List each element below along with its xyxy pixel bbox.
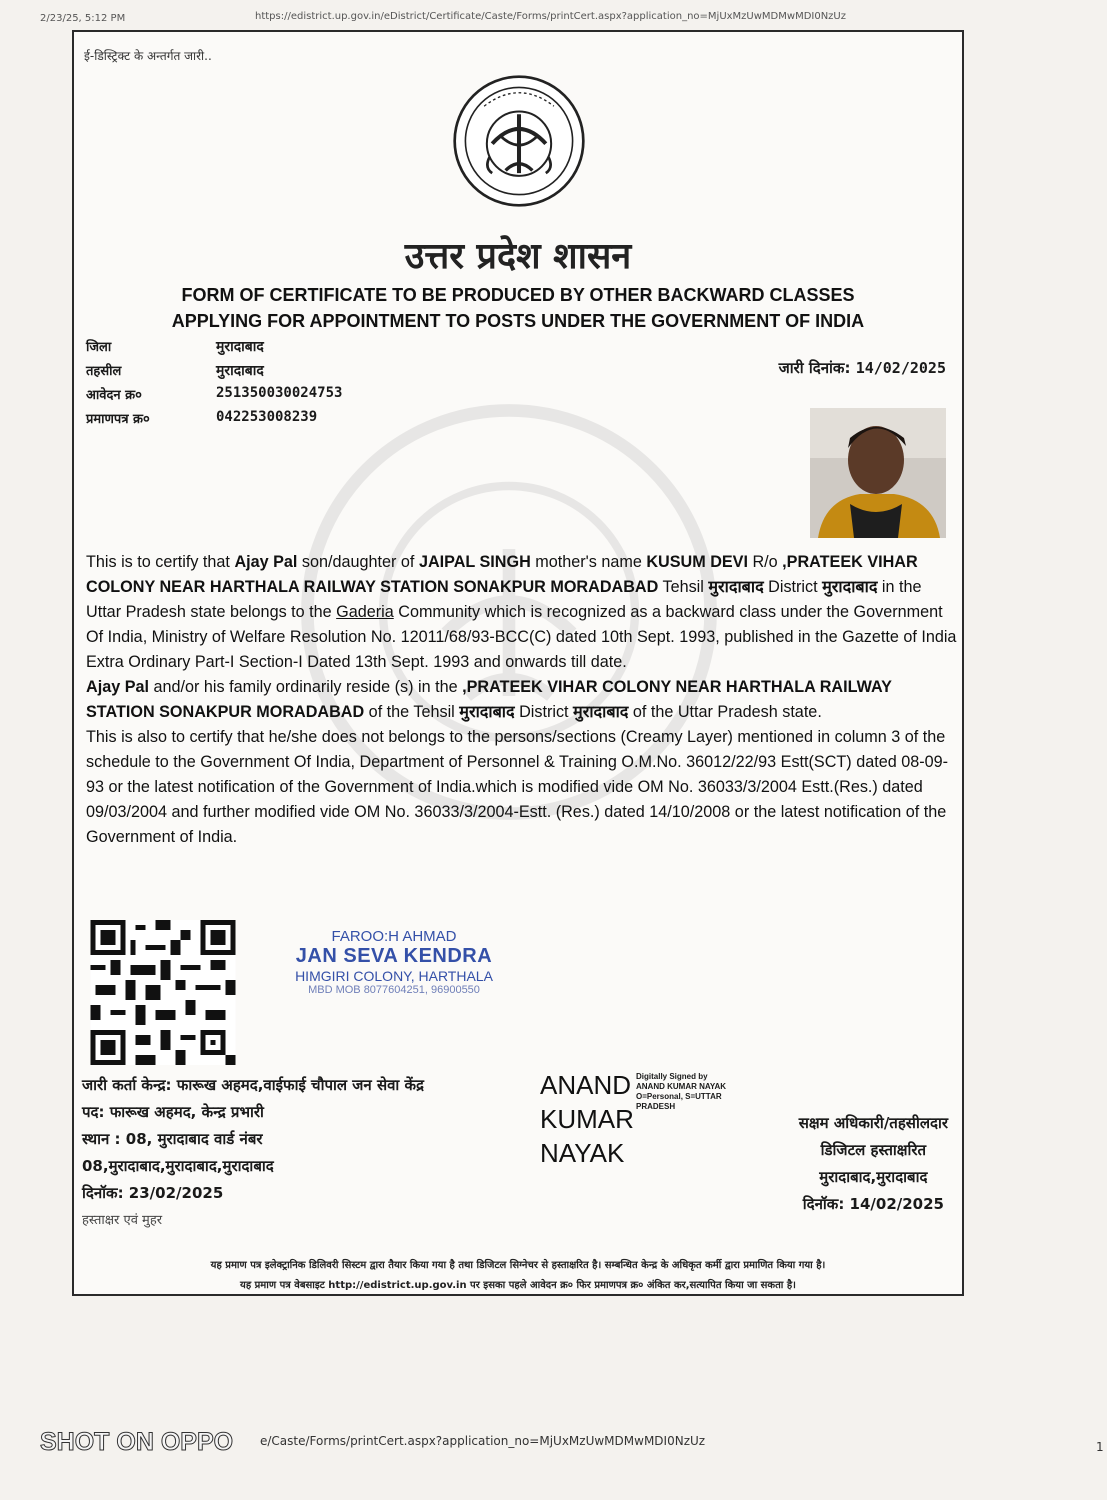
print-url: https://edistrict.up.gov.in/eDistrict/Certificate/Caste/Forms/printCert.aspx?application_no=MjUxMzUwMDMwMDI0NzUz bbox=[255, 11, 847, 22]
edistrict-note: ई-डिस्ट्रिक्ट के अन्तर्गत जारी.. bbox=[84, 49, 212, 63]
authority-date: दिनॉक: 14/02/2025 bbox=[802, 1195, 944, 1213]
text: of the Tehsil bbox=[364, 703, 460, 721]
meta-tehsil bbox=[86, 361, 342, 385]
text: in the Uttar Pradesh state belongs to the bbox=[86, 578, 922, 621]
stamp-operator-name: FAROO:H AHMAD bbox=[331, 928, 457, 945]
verification-footer bbox=[80, 1256, 956, 1296]
print-datetime: 2/23/25, 5:12 PM bbox=[40, 13, 126, 24]
certificate-body bbox=[86, 550, 958, 850]
meta-value: 251350030024753 bbox=[216, 385, 343, 401]
district: मुरादाबाद bbox=[573, 703, 629, 721]
district: मुरादाबाद bbox=[822, 578, 878, 596]
applicant-name: Ajay Pal bbox=[86, 678, 149, 696]
issue-date bbox=[779, 358, 946, 378]
tehsil: मुरादाबाद bbox=[708, 578, 764, 596]
father-name: JAIPAL SINGH bbox=[418, 553, 531, 571]
signer-first-name: ANAND bbox=[540, 1070, 632, 1100]
bottom-print-url: e/Caste/Forms/printCert.aspx?application_no=MjUxMzUwMDMwMDI0NzUz bbox=[260, 1434, 706, 1448]
footer-line: यह प्रमाण पत्र इलेक्ट्रानिक डिलिवरी सिस्टम द्वारा तैयार किया गया है तथा डिजिटल सिग्नेचर से हस्ताक्षरित है। सम्बन्धित केन्द्र के अधिकृत कर्मी द्वारा प्रमाणित किया गया है। bbox=[210, 1260, 826, 1271]
form-title-line2: APPLYING FOR APPOINTMENT TO POSTS UNDER THE GOVERNMENT OF INDIA bbox=[171, 311, 865, 331]
signature-and-seal-label: हस्ताक्षर एवं मुहर bbox=[82, 1213, 163, 1228]
text: mother's name bbox=[530, 553, 647, 571]
text: Community which is recognized as a backward class under the Government Of India, Ministry of Welfare Resolution No. 12011/68/93-BCC(C) dated 10th Sept. 1993, published in the Gazette of India Extra Ordinary Part-I Section-I Dated 13th Sept. 1993 and onwards till date. bbox=[86, 603, 957, 671]
text: R/o bbox=[747, 553, 783, 571]
meta-application-no bbox=[86, 385, 342, 409]
meta-label: तहसील bbox=[86, 364, 122, 379]
meta-district bbox=[86, 337, 342, 361]
stamp-phone: MBD MOB 8077604251, 96900550 bbox=[308, 984, 480, 996]
text: District bbox=[763, 578, 823, 596]
competent-authority-block bbox=[799, 1110, 948, 1218]
sig-detail: Digitally Signed by bbox=[636, 1072, 708, 1081]
issuer-place: स्थान : 08, मुरादाबाद वार्ड नंबर bbox=[82, 1130, 263, 1148]
issuer-post: पद: फारूख अहमद, केन्द्र प्रभारी bbox=[82, 1103, 264, 1121]
authority-signed: डिजिटल हस्ताक्षरित bbox=[820, 1141, 927, 1159]
issue-date-label: जारी दिनांक: bbox=[778, 359, 851, 377]
text: Tehsil bbox=[658, 578, 709, 596]
sig-detail: O=Personal, S=UTTAR bbox=[636, 1092, 722, 1101]
paragraph-residence bbox=[86, 675, 958, 725]
issuing-centre: जारी कर्ता केन्द्र: फारूख अहमद,वाईफाई चौपाल जन सेवा केंद्र bbox=[82, 1076, 425, 1094]
applicant-name: Ajay Pal bbox=[234, 553, 298, 571]
camera-watermark: SHOT ON OPPO bbox=[40, 1428, 234, 1456]
digital-signature bbox=[540, 1068, 727, 1170]
signer-middle-name: KUMAR bbox=[540, 1104, 634, 1134]
address: ,PRATEEK VIHAR COLONY NEAR HARTHALA RAILWAY STATION SONAKPUR MORADABAD bbox=[86, 678, 892, 721]
digital-signature-details bbox=[636, 1072, 776, 1112]
text: This is to certify that bbox=[86, 553, 235, 571]
authority-location: मुरादाबाद,मुरादाबाद bbox=[819, 1168, 928, 1186]
authority-title: सक्षम अधिकारी/तहसीलदार bbox=[798, 1114, 948, 1132]
meta-value: मुरादाबाद bbox=[216, 363, 264, 379]
meta-value: 042253008239 bbox=[216, 409, 318, 425]
form-title-line1: FORM OF CERTIFICATE TO BE PRODUCED BY OTHER BACKWARD CLASSES bbox=[181, 285, 855, 305]
mother-name: KUSUM DEVI bbox=[646, 553, 748, 571]
stamp-centre-name: JAN SEVA KENDRA bbox=[295, 945, 493, 967]
meta-label: जिला bbox=[86, 340, 112, 355]
text: son/daughter of bbox=[297, 553, 419, 571]
issuer-place-cont: 08,मुरादाबाद,मुरादाबाद,मुरादाबाद bbox=[82, 1157, 274, 1175]
paragraph-creamy-layer: This is also to certify that he/she does not belongs to the persons/sections (Creamy Layer) mentioned in column 3 of the schedule to the Government Of India, Department of Personnel & Training O.M.No. 36012/22/93 Estt(SCT) dated 08-09-93 or the latest notification of the Government of India.which is modified vide OM No. 36033/3/2004 Estt.(Res.) dated 09/03/2004 and further modified vide OM No. 36033/3/2004-Estt. (Res.) dated 14/10/2008 or the latest notification of the Government of India. bbox=[86, 728, 948, 846]
address: ,PRATEEK VIHAR COLONY NEAR HARTHALA RAILWAY STATION SONAKPUR MORADABAD bbox=[86, 553, 918, 596]
issuing-centre-block bbox=[82, 1072, 532, 1234]
certificate-meta bbox=[86, 337, 342, 433]
form-title bbox=[74, 282, 962, 334]
certificate-frame bbox=[72, 30, 964, 1296]
issue-date-value: 14/02/2025 bbox=[855, 359, 946, 377]
up-emblem-icon bbox=[452, 74, 586, 208]
issuer-date: दिनॉक: 23/02/2025 bbox=[82, 1184, 224, 1202]
paragraph-ob-c-certification bbox=[86, 550, 958, 675]
government-title: उत्तर प्रदेश शासन bbox=[404, 235, 632, 277]
meta-label: आवेदन क्र० bbox=[86, 388, 142, 403]
signer-last-name: NAYAK bbox=[540, 1138, 625, 1168]
sig-detail: PRADESH bbox=[636, 1102, 676, 1111]
sig-detail: ANAND KUMAR NAYAK bbox=[636, 1082, 727, 1091]
page-number: 1 bbox=[1096, 1440, 1104, 1454]
meta-label: प्रमाणपत्र क्र० bbox=[86, 412, 150, 427]
qr-code bbox=[88, 920, 238, 1065]
tehsil: मुरादाबाद bbox=[459, 703, 515, 721]
stamp-address: HIMGIRI COLONY, HARTHALA bbox=[295, 968, 493, 984]
text: and/or his family ordinarily reside (s) in the bbox=[149, 678, 463, 696]
jan-seva-kendra-stamp bbox=[264, 928, 524, 996]
text: District bbox=[514, 703, 574, 721]
community: Gaderia bbox=[336, 603, 394, 621]
footer-line: यह प्रमाण पत्र वेबसाइट http://edistrict.up.gov.in पर इसका पहले आवेदन क्र० फिर प्रमाणपत्र क्र० अंकित कर,सत्यापित किया जा सकता है। bbox=[240, 1280, 796, 1291]
text: of the Uttar Pradesh state. bbox=[628, 703, 822, 721]
meta-certificate-no bbox=[86, 409, 342, 433]
applicant-photo bbox=[810, 408, 946, 538]
meta-value: मुरादाबाद bbox=[216, 339, 264, 355]
